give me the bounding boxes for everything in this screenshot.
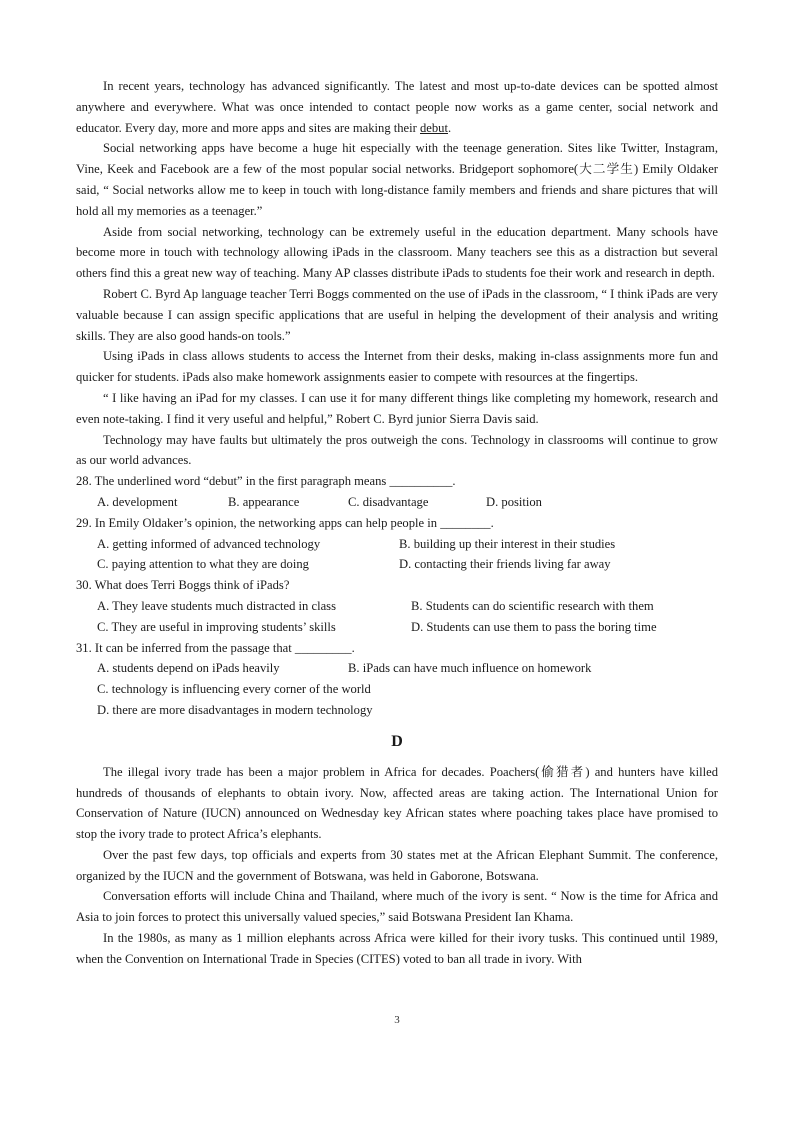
passage-c-paragraph-2: Social networking apps have become a huge hit especially with the teenage generation. Sites like Twitter, Instagram, Vine, Keek and Facebook are a few of the most popular social networks. Bridgeport sophomore(大二学生) Emily Oldaker said, “ Social networks allow me to keep in touch with long-distance family members and friends and share pictures that will hold all my memories as a teenager.”: [76, 141, 718, 218]
page-number: 3: [394, 1014, 400, 1026]
passage-c-paragraph-1: [76, 76, 718, 138]
option-d: D. contacting their friends living far away: [399, 557, 611, 572]
passage-c-paragraph-5: Using iPads in class allows students to access the Internet from their desks, making in-class assignments more fun and quicker for students. iPads also make homework assignments easier to compete with resources at the fingertips.: [76, 349, 718, 385]
section-d-heading: D: [391, 732, 403, 750]
question-30-options-row-2: [76, 617, 718, 638]
question-29-options-row-1: [76, 534, 718, 555]
option-a: A. students depend on iPads heavily: [97, 661, 280, 676]
page-content: [76, 76, 718, 970]
option-a: A. development: [97, 494, 178, 509]
option-c: C. They are useful in improving students’ skills: [97, 619, 336, 634]
question-29-stem: 29. In Emily Oldaker’s opinion, the networking apps can help people in ________.: [76, 515, 494, 530]
option-d: D. Students can use them to pass the boring time: [411, 619, 657, 634]
option-b: B. Students can do scientific research with them: [411, 598, 654, 613]
option-c: C. paying attention to what they are doing: [97, 557, 309, 572]
paragraph-text-end: .: [447, 120, 452, 135]
option-b: B. iPads can have much influence on homework: [348, 661, 592, 676]
option-b: B. building up their interest in their studies: [399, 536, 616, 551]
passage-c-paragraph-4: Robert C. Byrd Ap language teacher Terri Boggs commented on the use of iPads in the classroom, “ I think iPads are very valuable because I can assign specific applications that are useful in helping the development of their analysis and writing skills. They are also good hands-on tools.”: [76, 286, 718, 343]
passage-d-paragraph-4: In the 1980s, as many as 1 million elephants across Africa were killed for their ivory tusks. This continued until 1989, when the Convention on International Trade in Species (CITES) voted to ban all trade in ivory. With: [76, 931, 718, 966]
option-b: B. appearance: [228, 494, 300, 509]
question-29-options-row-2: [76, 554, 718, 575]
question-28-options: [76, 492, 718, 513]
option-d: D. position: [486, 494, 542, 509]
option-c: C. disadvantage: [348, 494, 429, 509]
question-31-options-row-1: [76, 658, 718, 679]
passage-d-paragraph-2: Over the past few days, top officials and experts from 30 states met at the African Elephant Summit. The conference, organized by the IUCN and the government of Botswana, was held in Gaborone, Botswana.: [76, 847, 718, 883]
question-31-option-c: C. technology is influencing every corner of the world: [97, 682, 371, 697]
question-31-option-d: D. there are more disadvantages in modern technology: [97, 702, 373, 717]
passage-d-paragraph-3: Conversation efforts will include China and Thailand, where much of the ivory is sent. “ Now is the time for Africa and Asia to join forces to protect this universally valued species,” said Botswana President Ian Khama.: [76, 889, 718, 925]
question-28-stem: 28. The underlined word “debut” in the first paragraph means __________.: [76, 474, 456, 489]
question-30-stem: 30. What does Terri Boggs think of iPads?: [76, 578, 290, 593]
passage-d-paragraph-1: The illegal ivory trade has been a major problem in Africa for decades. Poachers(偷猎者) and hunters have killed hundreds of thousands of elephants to obtain ivory. Now, affected areas are taking action. The International Union for Conservation of Nature (IUCN) announced on Wednesday key African states where poaching takes place have promised to stop the ivory trade to protect Africa’s elephants.: [76, 764, 718, 842]
option-a: A. They leave students much distracted in class: [97, 598, 336, 613]
passage-c-paragraph-7: Technology may have faults but ultimately the pros outweigh the cons. Technology in classrooms will continue to grow as our world advances.: [76, 432, 718, 468]
question-30-options-row-1: [76, 596, 718, 617]
question-31-stem: 31. It can be inferred from the passage that _________.: [76, 640, 355, 655]
option-a: A. getting informed of advanced technology: [97, 536, 321, 551]
underlined-word-debut: debut: [420, 120, 448, 135]
passage-c-paragraph-3: Aside from social networking, technology can be extremely useful in the education department. Many schools have become more in touch with technology allowing iPads in the classroom. Many teachers see this as a distraction but several others find this a great new way of teaching. Many AP classes distribute iPads to students foe their work and research in depth.: [76, 224, 718, 281]
paragraph-text: In recent years, technology has advanced significantly. The latest and most up-to-date devices can be spotted almost anywhere and everywhere. What was once intended to contact people now works as a game center, social network and educator. Every day, more and more apps and sites are making their: [76, 79, 718, 135]
passage-c-paragraph-6: “ I like having an iPad for my classes. I can use it for many different things like completing my homework, research and even note-taking. I find it very useful and helpful,” Robert C. Byrd junior Sierra Davis said.: [76, 390, 718, 426]
